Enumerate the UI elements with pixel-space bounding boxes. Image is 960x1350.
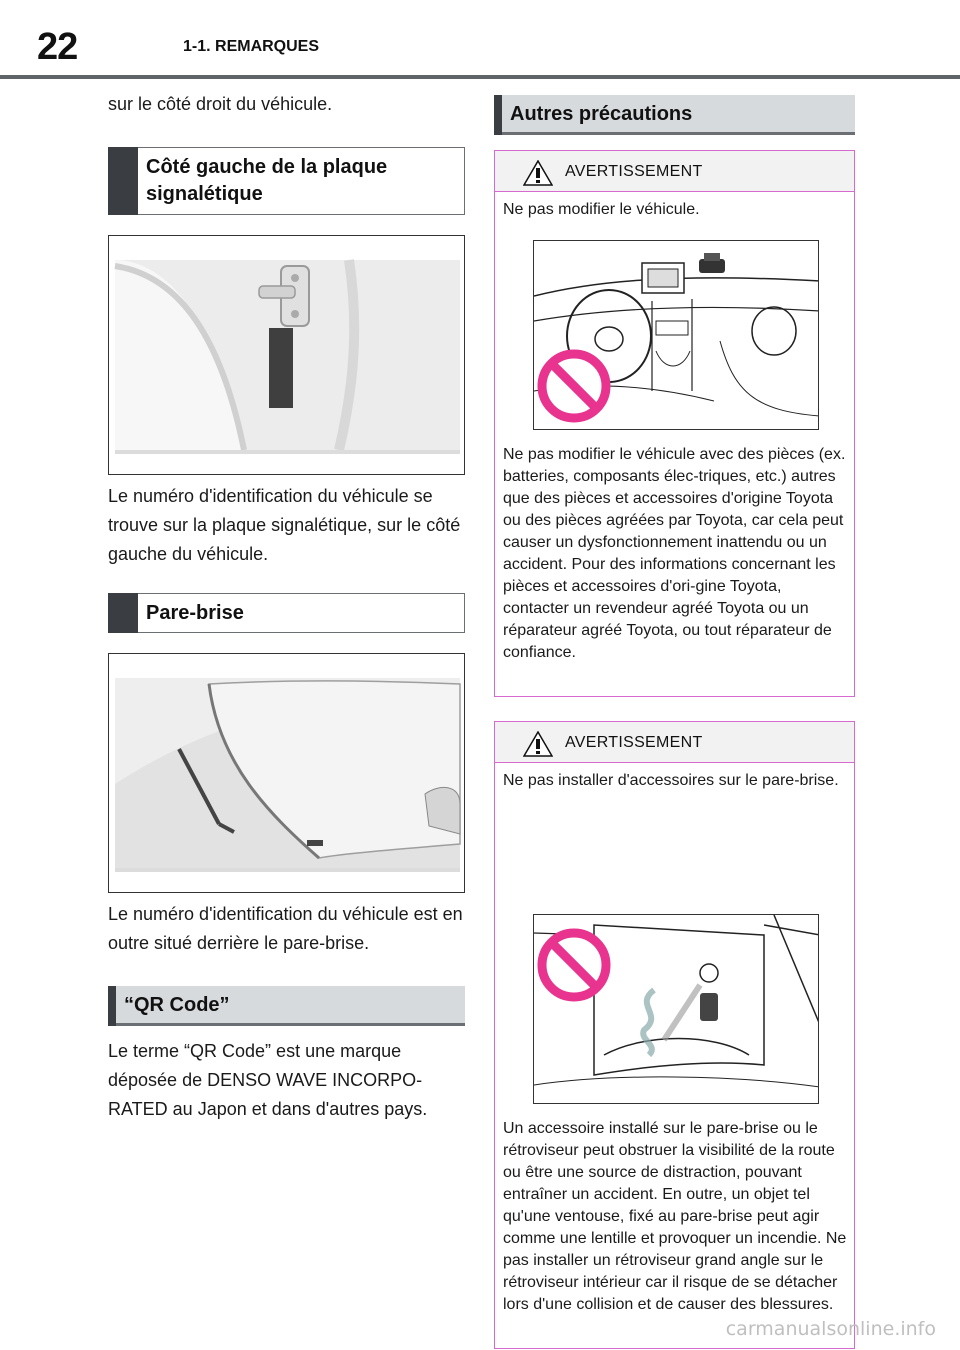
warning-triangle-icon bbox=[523, 731, 553, 757]
heading-bar bbox=[108, 593, 138, 633]
heading-windshield-text: Pare-brise bbox=[146, 602, 244, 624]
heading-other-precautions-text: Autres précautions bbox=[510, 103, 693, 125]
warning-title: AVERTISSEMENT bbox=[565, 734, 703, 751]
figure-door-pillar bbox=[108, 235, 465, 475]
warning-header bbox=[495, 722, 854, 763]
figure-windshield bbox=[108, 653, 465, 893]
heading-bar bbox=[494, 95, 502, 135]
windshield-accessories-illustration bbox=[534, 915, 819, 1104]
intro-text: sur le côté droit du véhicule. bbox=[108, 94, 333, 114]
nameplate-paragraph: Le numéro d'identification du véhicule se trouve sur la plaque signalétique, sur le côté gauche du véhicule. bbox=[108, 486, 461, 564]
page-header bbox=[0, 0, 960, 80]
warning-header bbox=[495, 151, 854, 192]
prohibition-icon bbox=[542, 933, 606, 997]
warning-title: AVERTISSEMENT bbox=[565, 163, 703, 180]
qr-code-paragraph: Le terme “QR Code” est une marque déposée de DENSO WAVE INCORPO-RATED au Japon et dans d'autres pays. bbox=[108, 1041, 428, 1119]
heading-nameplate bbox=[108, 147, 465, 215]
heading-other-precautions bbox=[494, 95, 855, 135]
warning-box-modification bbox=[494, 150, 855, 697]
heading-bar bbox=[108, 147, 138, 215]
heading-windshield bbox=[108, 593, 465, 633]
warning-triangle-icon bbox=[523, 160, 553, 186]
warning-lead: Ne pas installer d'accessoires sur le pare-brise. bbox=[503, 772, 839, 789]
prohibition-icon bbox=[542, 354, 606, 418]
warning-box-windshield-accessories bbox=[494, 721, 855, 1349]
heading-nameplate-text: Côté gauche de la plaque signalétique bbox=[146, 156, 388, 205]
header-rule bbox=[0, 75, 960, 79]
warning-body: Ne pas modifier le véhicule avec des pièces (ex. batteries, composants élec-triques, etc.) autres que des pièces et accessoires d'origine Toyota ou des pièces agréées par Toyota, car cela peut causer un dysfonctionnement inattendu ou un accident. Pour des informations concernant les pièces et accessoires d'ori-gine Toyota, contacter un revendeur agréé Toyota ou un réparateur agréé Toyota, ou tout réparateur de confiance. bbox=[503, 446, 846, 661]
door-pillar-illustration bbox=[109, 236, 465, 475]
dashboard-illustration bbox=[534, 241, 819, 430]
windshield-illustration bbox=[109, 654, 465, 893]
figure-windshield-accessories bbox=[533, 914, 819, 1104]
section-title: 1-1. REMARQUES bbox=[183, 38, 320, 55]
figure-dashboard bbox=[533, 240, 819, 430]
warning-body: Un accessoire installé sur le pare-brise ou le rétroviseur peut obstruer la visibilité de la route ou être une source de distraction, pouvant entraîner un accident. En outre, un objet tel qu'une ventouse, fixé au pare-brise peut agir comme une lentille et provoquer un incendie. Ne pas installer un rétroviseur grand angle sur le rétroviseur intérieur car il risque de se détacher lors d'une collision et de causer des blessures. bbox=[503, 1120, 847, 1313]
page-number: 22 bbox=[37, 26, 78, 68]
heading-qr-code bbox=[108, 986, 465, 1026]
watermark: carmanualsonline.info bbox=[725, 1318, 936, 1340]
heading-qr-code-text: “QR Code” bbox=[124, 994, 230, 1016]
heading-bar bbox=[108, 986, 116, 1026]
windshield-paragraph: Le numéro d'identification du véhicule est en outre situé derrière le pare-brise. bbox=[108, 904, 463, 953]
warning-lead: Ne pas modifier le véhicule. bbox=[503, 201, 700, 218]
